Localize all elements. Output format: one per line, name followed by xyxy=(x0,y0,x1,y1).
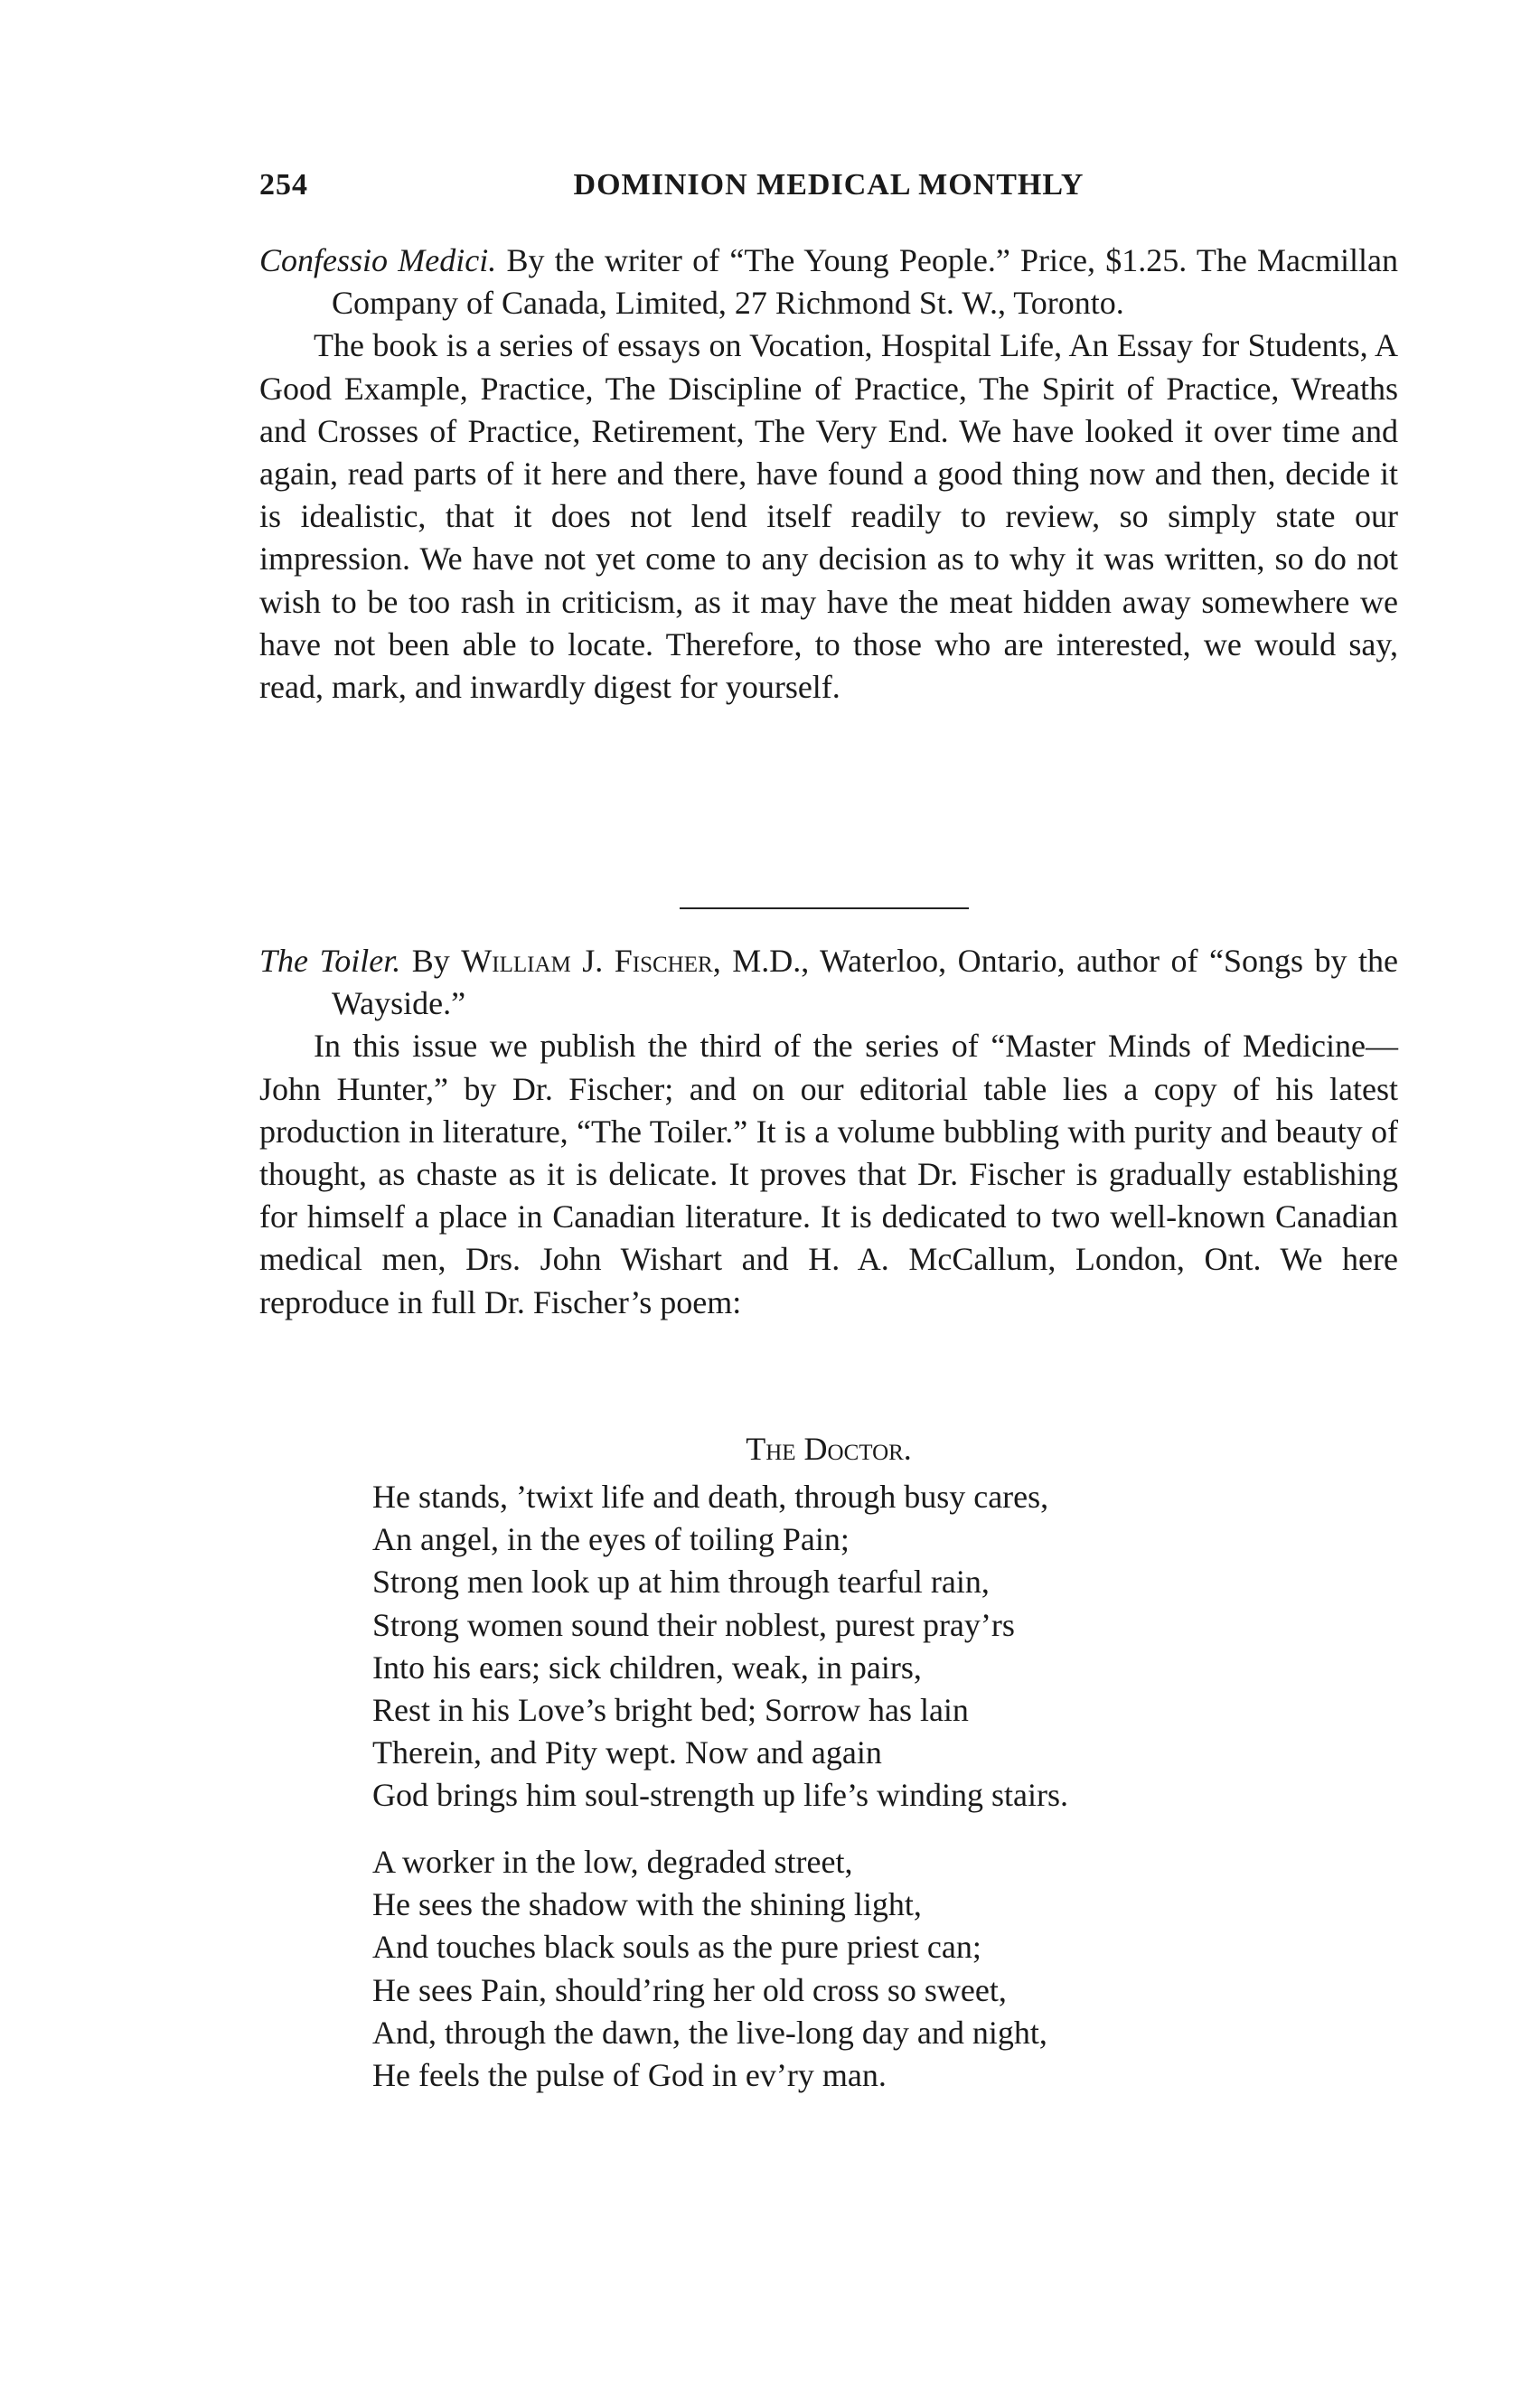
poem-line: He feels the pulse of God in ev’ry man. xyxy=(372,2057,887,2094)
poem-line: Into his ears; sick children, weak, in pairs, xyxy=(372,1649,922,1686)
poem-title: The Doctor. xyxy=(746,1431,912,1467)
book-title: Confessio Medici. xyxy=(259,242,497,278)
review-citation: The Toiler. By William J. Fischer, M.D., Waterloo, Ontario, author of “Songs by the Wayside.” xyxy=(259,943,1399,1022)
poem-stanza xyxy=(372,1841,1366,2097)
review-body: The book is a series of essays on Vocation, Hospital Life, An Essay for Students, A Good Example, Practice, The Discipline of Practice, The Spirit of Practice, Wreaths and Crosses of Practice, Retirement, The Very End. We have looked it over time and again, read parts of it here and there, have found a good thing now and then, decide it is idealistic, that it does not lend itself readily to review, so simply state our impression. We have not yet come to any decision as to why it was written, so do not wish to be too rash in criticism, as it may have the meat hidden away somewhere we have not been able to locate. Therefore, to those who are interested, we would say, read, mark, and inwardly digest for yourself. xyxy=(259,327,1398,706)
page-header xyxy=(259,164,1398,209)
citation-text: , M.D., Waterloo, Ontario, author of “Songs by the Wayside.” xyxy=(332,943,1399,1022)
review-citation xyxy=(259,240,1398,324)
poem-line: He stands, ’twixt life and death, through busy cares, xyxy=(372,1479,1049,1515)
review-confessio-medici xyxy=(259,240,1398,709)
poem-line: And touches black souls as the pure priest can; xyxy=(372,1929,981,1966)
review-the-toiler xyxy=(259,940,1398,1324)
poem-line: Strong women sound their noblest, purest pray’rs xyxy=(372,1606,1015,1643)
poem-line: He sees the shadow with the shining light, xyxy=(372,1886,922,1923)
poem-line: A worker in the low, degraded street, xyxy=(372,1844,853,1880)
citation-text: By the writer of “The Young People.” Price, $1.25. The Macmillan Company of Canada, Limited, 27 Richmond St. W., Toronto. xyxy=(332,242,1398,322)
poem-line: Therein, and Pity wept. Now and again xyxy=(372,1734,882,1771)
review-body: In this issue we publish the third of the series of “Master Minds of Medicine—John Hunter,” by Dr. Fischer; and on our editorial table lies a copy of his latest production in literature, “The Toiler.” It is a volume bubbling with purity and beauty of thought, as chaste as it is delicate. It proves that Dr. Fischer is gradually establishing for himself a place in Canadian literature. It is dedicated to two well-known Canadian medical men, Drs. John Wishart and H. A. McCallum, London, Ont. We here reproduce in full Dr. Fischer’s poem: xyxy=(259,1028,1398,1320)
poem-line: He sees Pain, should’ring her old cross so sweet, xyxy=(372,1971,1007,2008)
poem-line: Rest in his Love’s bright bed; Sorrow has lain xyxy=(372,1692,969,1729)
poem-line: An angel, in the eyes of toiling Pain; xyxy=(372,1521,850,1558)
page-number: 254 xyxy=(259,168,308,202)
poem-stanza xyxy=(372,1476,1366,1818)
poem-line: Strong men look up at him through tearful rain, xyxy=(372,1564,990,1601)
poem-line: God brings him soul-strength up life’s winding stairs. xyxy=(372,1777,1068,1814)
running-title: DOMINION MEDICAL MONTHLY xyxy=(573,168,1085,202)
poem-line: And, through the dawn, the live-long day and night, xyxy=(372,2014,1047,2051)
book-title: The Toiler. xyxy=(259,943,401,979)
poem-heading xyxy=(259,1428,1398,1470)
author-name: William J. Fischer xyxy=(461,943,713,979)
section-divider xyxy=(680,907,969,909)
